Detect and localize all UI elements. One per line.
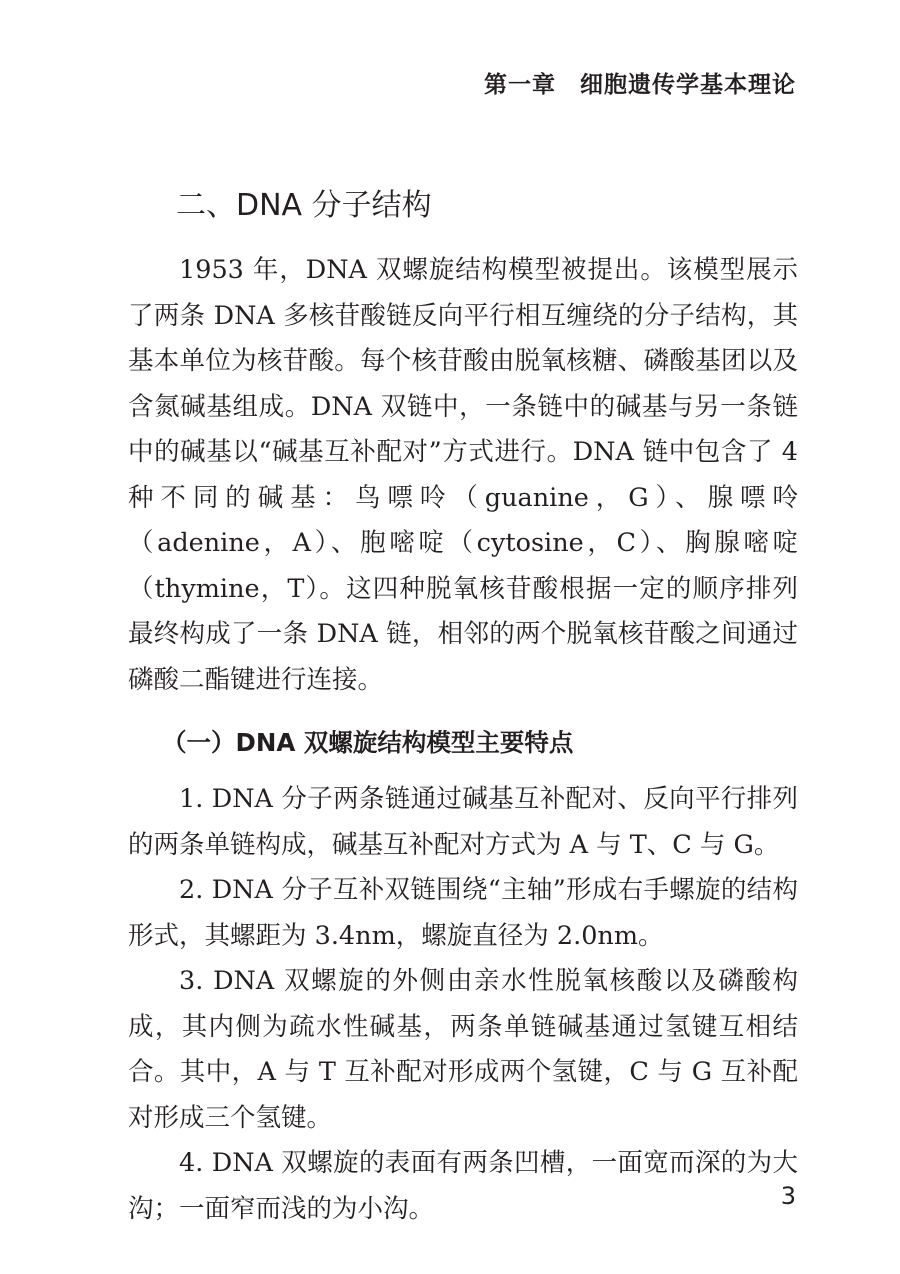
intro-paragraph: 1953 年，DNA 双螺旋结构模型被提出。该模型展示了两条 DNA 多核苷酸链反向平行相互缠绕的分子结构，其基本单位为核苷酸。每个核苷酸由脱氧核糖、磷酸基团以及含氮碱基组成。DNA 双链中，一条链中的碱基与另一条链中的碱基以“碱基互补配对”方式进行。DNA 链中包含了 4 种不同的碱基：鸟嘌呤（guanine，G）、腺嘌呤（adenine，A）、胞嘧啶（cytosine，C）、胸腺嘧啶（thymine，T）。这四种脱氧核苷酸根据一定的顺序排列最终构成了一条 DNA 链，相邻的两个脱氧核苷酸之间通过磷酸二酯键进行连接。 (128, 255, 798, 695)
page-content (128, 248, 798, 1232)
subsection-heading: （一）DNA 双螺旋结构模型主要特点 (162, 728, 574, 757)
section-heading: 二、DNA 分子结构 (176, 188, 432, 223)
page-number: 3 (780, 1182, 796, 1210)
feature-item-3: 3. DNA 双螺旋的外侧由亲水性脱氧核酸以及磷酸构成，其内侧为疏水性碱基，两条单链碱基通过氢键互相结合。其中，A 与 T 互补配对形成两个氢键，C 与 G 互补配对形成三个氢键。 (128, 966, 798, 1133)
feature-item-2: 2. DNA 分子互补双链围绕“主轴”形成右手螺旋的结构形式，其螺距为 3.4nm，螺旋直径为 2.0nm。 (128, 875, 798, 951)
running-header: 第一章 细胞遗传学基本理论 (484, 72, 796, 98)
feature-item-1: 1. DNA 分子两条链通过碱基互补配对、反向平行排列的两条单链构成，碱基互补配对方式为 A 与 T、C 与 G。 (128, 784, 798, 860)
feature-item-4: 4. DNA 双螺旋的表面有两条凹槽，一面宽而深的为大沟；一面窄而浅的为小沟。 (128, 1148, 798, 1224)
